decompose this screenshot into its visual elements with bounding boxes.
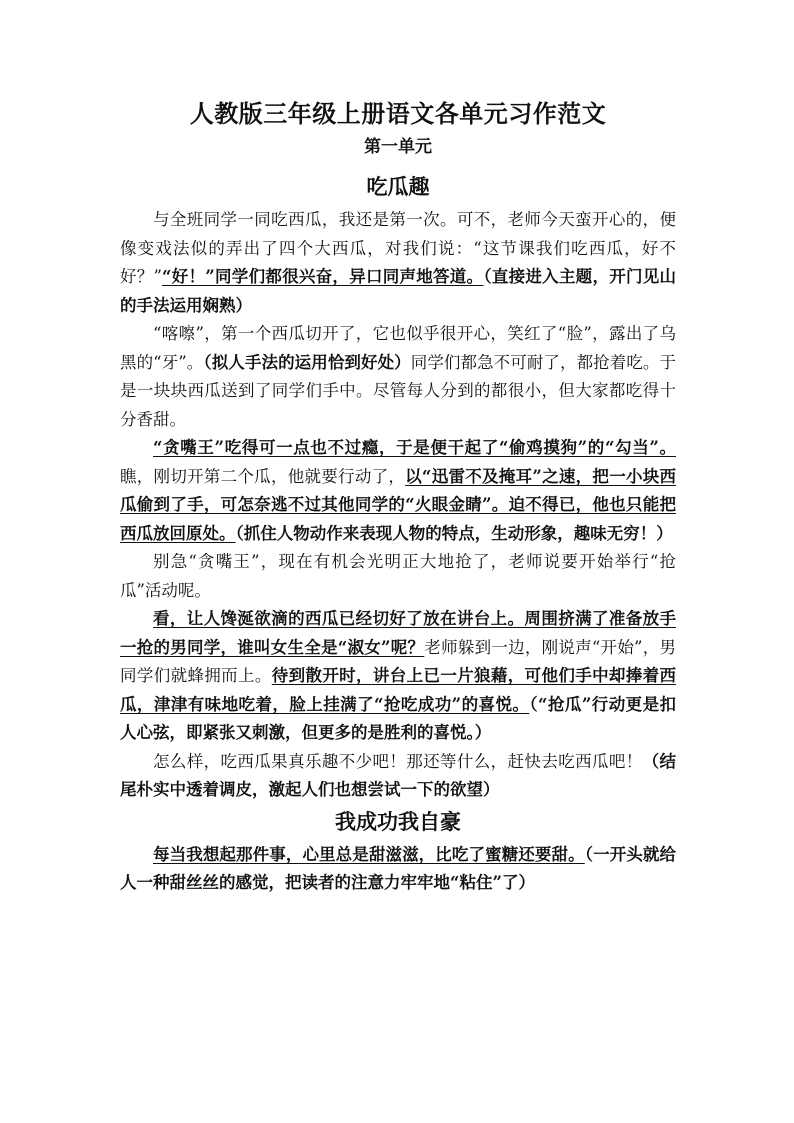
paragraph <box>120 548 676 605</box>
paragraph <box>120 206 676 320</box>
body-text: 别急“贪嘴王”，现在有机会光明正大地抢了，老师说要开始举行“抢瓜”活动呢。 <box>120 552 676 600</box>
unit-title: 第一单元 <box>364 137 432 157</box>
paragraph <box>120 605 676 748</box>
commentary-text: （一开头就给人一种甜丝丝的感觉，把读者的注意力牢牢地“粘住”了） <box>120 844 677 892</box>
commentary-text: （结尾朴实中透着调皮，激起人们也想尝试一下的欲望） <box>120 751 677 799</box>
highlighted-text: 待到散开时，讲台上已一片狼藉，可他们手中却捧着西瓜，津津有味地吃着，脸上挂满了“抢吃成功”的喜悦。 <box>120 666 676 714</box>
paragraph <box>120 434 676 548</box>
document-title: 人教版三年级上册语文各单元习作范文 <box>189 99 607 128</box>
highlighted-text: 每当我想起那件事，心里总是甜滋滋，比吃了蜜糖还要甜。 <box>153 844 585 864</box>
essay <box>120 170 676 805</box>
essay-list <box>120 170 676 898</box>
highlighted-text: 看，让人馋涎欲滴的西瓜已经切好了放在讲台上。周围挤满了准备放手一抢的男同学，谁叫女生全是“淑女”呢？ <box>120 609 676 657</box>
body-text: “喀嚓”，第一个西瓜切开了，它也似乎很开心，笑红了“脸”，露出了乌黑的“牙”。 <box>120 324 676 372</box>
commentary-text: （直接进入主题，开门见山的手法运用娴熟） <box>120 267 677 315</box>
document-page <box>120 96 676 898</box>
highlighted-text: 以“迅雷不及掩耳”之速，把一小块西瓜偷到了手，可怎奈逃不过其他同学的“火眼金睛”。迫不得已，他也只能把西瓜放回原处。 <box>120 466 677 543</box>
paragraph <box>120 748 676 805</box>
essay-title: 吃瓜趣 <box>366 174 430 199</box>
commentary-text: （抓住人物动作来表现人物的特点，生动形象，趣味无穷！） <box>235 523 673 543</box>
commentary-text: （拟人手法的运用恰到好处） <box>203 352 411 372</box>
highlighted-text: “贪嘴王”吃得可一点也不过瘾，于是便干起了“偷鸡摸狗”的“勾当”。 <box>153 438 676 457</box>
highlighted-text: “好！”同学们都很兴奋，异口同声地答道。 <box>161 267 484 286</box>
body-text: 怎么样，吃西瓜果真乐趣不少吧！那还等什么，赶快去吃西瓜吧！ <box>153 751 643 771</box>
body-text: 同学们都急不可耐了，都抢着吃。于是一块块西瓜送到了同学们手中。尽管每人分到的都很小，但大家都吃得十分香甜。 <box>120 352 677 429</box>
essay <box>120 805 676 898</box>
body-text: 瞧，刚切开第二个瓜，他就要行动了， <box>120 466 406 486</box>
commentary-text: （“抢瓜”行动更是扣人心弦，即紧张又刺激，但更多的是胜利的喜悦。） <box>120 694 677 742</box>
paragraph <box>120 841 676 898</box>
body-text: 与全班同学一同吃西瓜，我还是第一次。可不，老师今天蛮开心的，便像变戏法似的弄出了四个大西瓜，对我们说：“这节课我们吃西瓜，好不好？” <box>120 210 676 286</box>
paragraph <box>120 320 676 434</box>
body-text: 老师躲到一边，刚说声“开始”，男同学们就蜂拥而上。 <box>120 637 676 685</box>
essay-title: 我成功我自豪 <box>335 808 461 834</box>
